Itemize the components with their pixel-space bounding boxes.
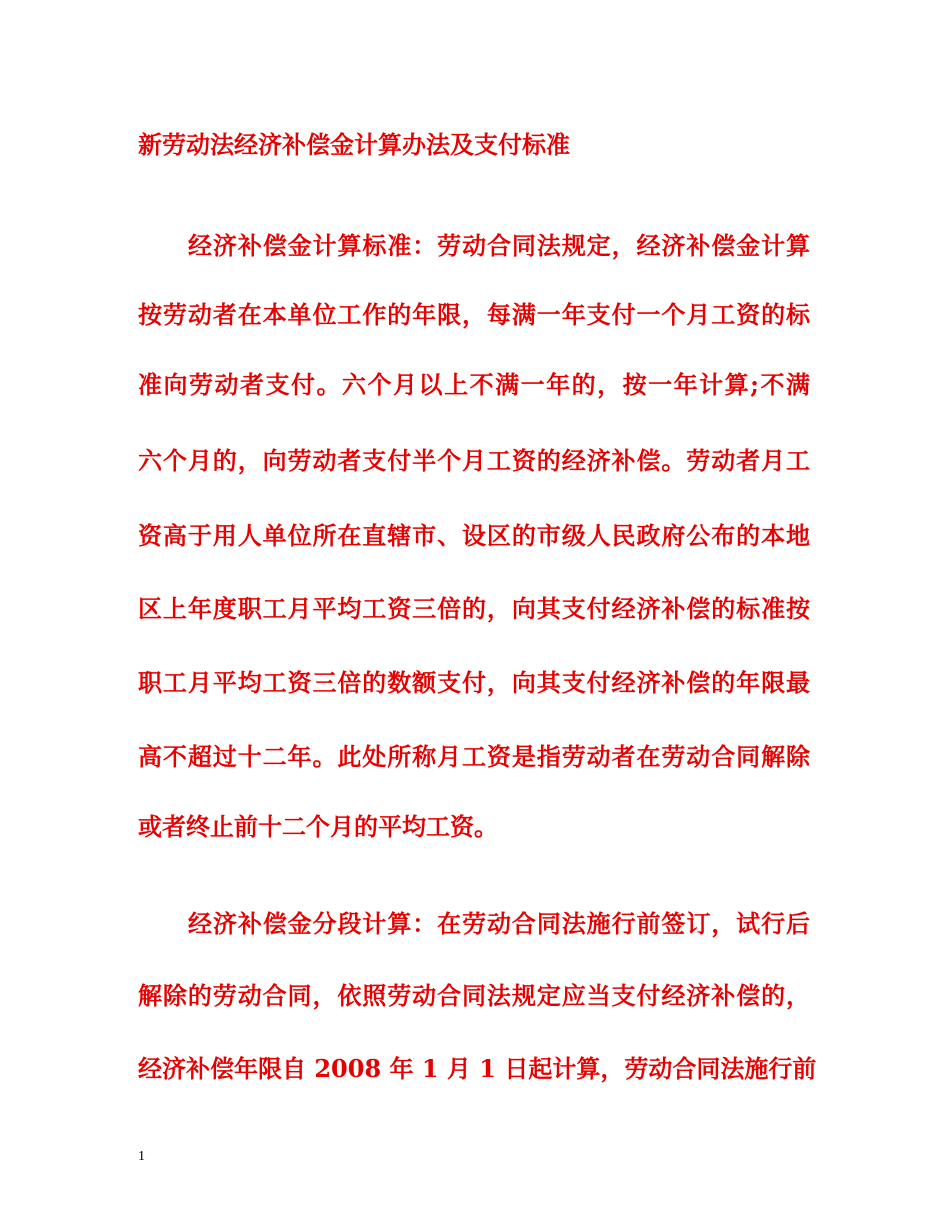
paragraph-1-line-2: 按劳动者在本单位工作的年限，每满一年支付一个月工资的标 <box>138 300 810 329</box>
paragraph-1-line-7: 职工月平均工资三倍的数额支付，向其支付经济补偿的年限最 <box>138 668 810 697</box>
paragraph-1-line-8: 高不超过十二年。此处所称月工资是指劳动者在劳动合同解除 <box>138 742 810 771</box>
paragraph-1-line-4: 六个月的，向劳动者支付半个月工资的经济补偿。劳动者月工 <box>138 446 810 475</box>
page-number: 1 <box>138 1149 145 1164</box>
paragraph-2-line-2: 解除的劳动合同，依照劳动合同法规定应当支付经济补偿的， <box>138 981 810 1010</box>
paragraph-1-line-9: 或者终止前十二个月的平均工资。 <box>138 812 498 841</box>
paragraph-2-line-1: 经济补偿金分段计算：在劳动合同法施行前签订，试行后 <box>188 909 810 938</box>
document-title: 新劳动法经济补偿金计算办法及支付标准 <box>138 130 570 159</box>
paragraph-1-line-5: 资高于用人单位所在直辖市、设区的市级人民政府公布的本地 <box>138 521 810 550</box>
paragraph-1-line-1: 经济补偿金计算标准：劳动合同法规定，经济补偿金计算 <box>188 231 810 260</box>
paragraph-2-line-3: 经济补偿年限自 2008 年 1 月 1 日起计算，劳动合同法施行前 <box>138 1054 817 1083</box>
paragraph-1-line-6: 区上年度职工月平均工资三倍的，向其支付经济补偿的标准按 <box>138 594 810 623</box>
paragraph-1-line-3: 准向劳动者支付。六个月以上不满一年的，按一年计算;不满 <box>138 370 810 399</box>
